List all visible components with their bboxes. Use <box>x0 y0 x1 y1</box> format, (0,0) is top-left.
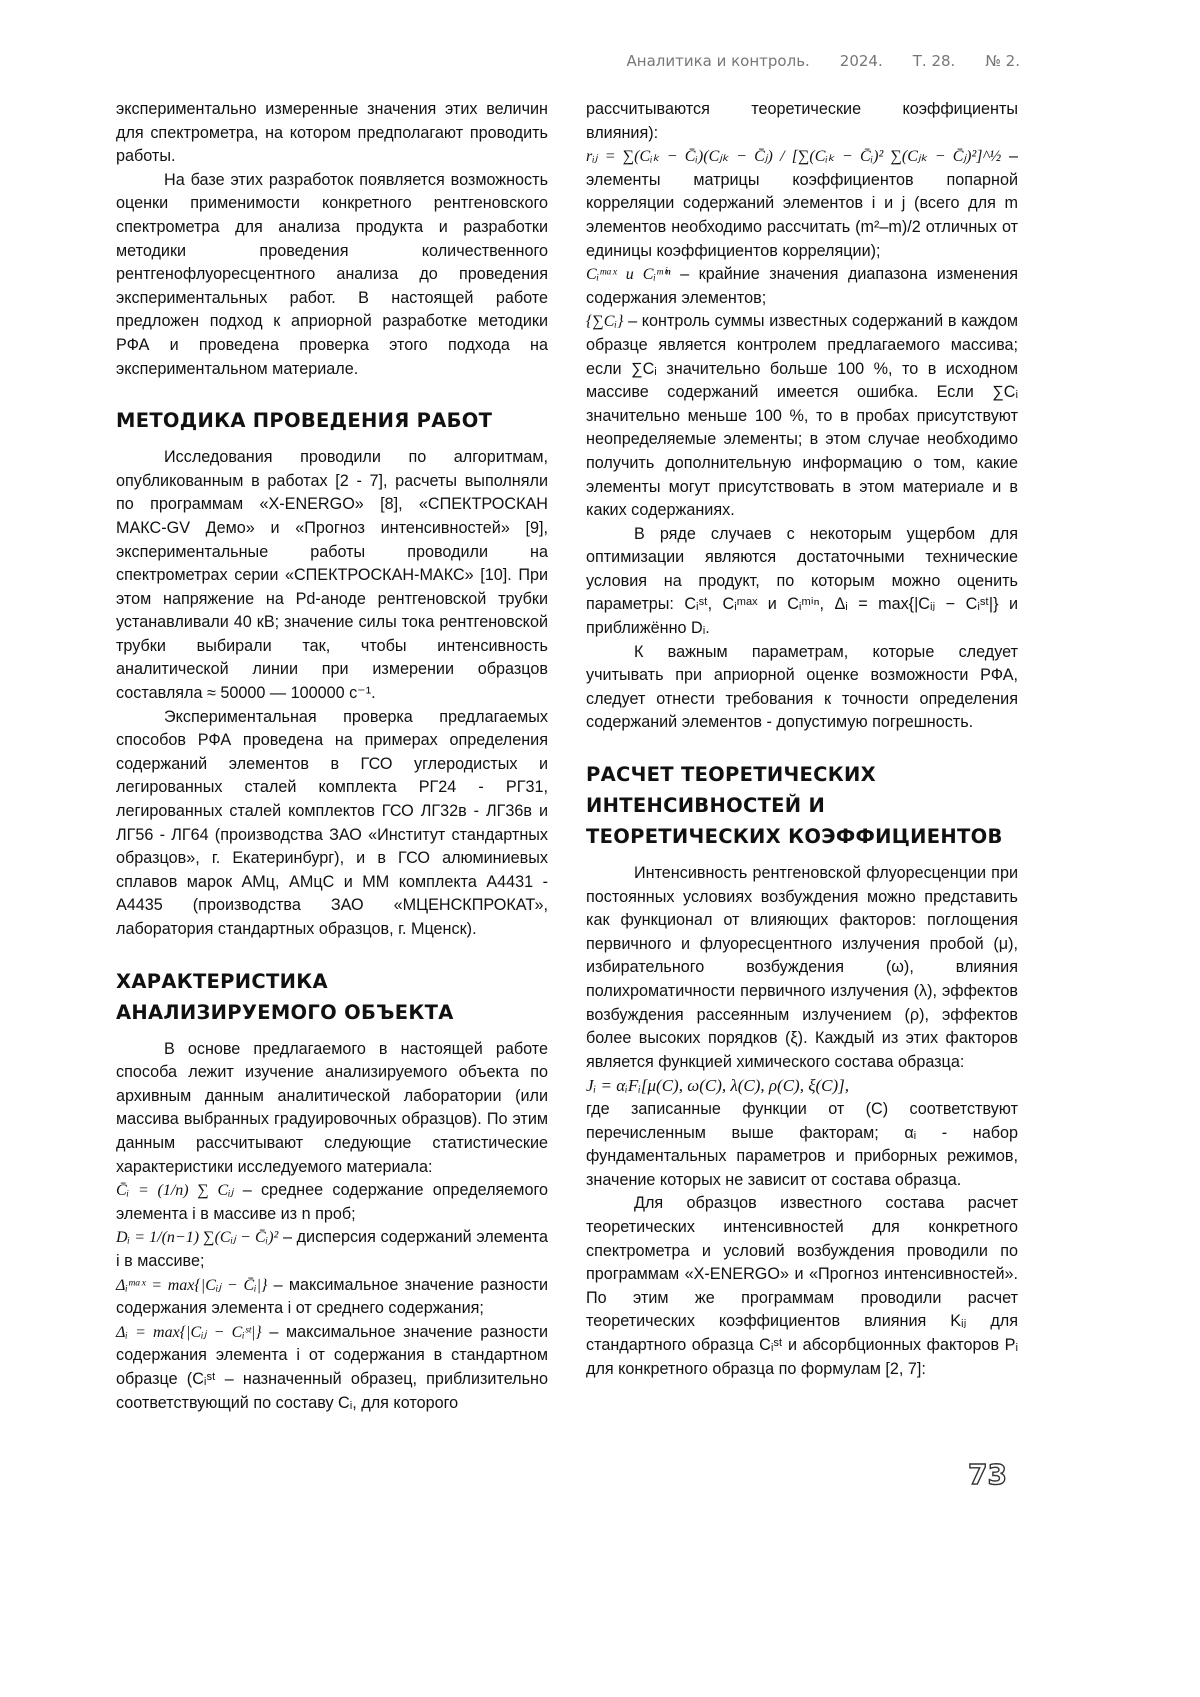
definition-text: – контроль суммы известных содержаний в каждом образце является контролем предлагаемого массива; если ∑Cᵢ значительно больше 100 %, то в исходном массиве содержаний имеется ошибка. Если ∑Cᵢ значительно меньше 100 %, то в пробах присутствуют неопределяемые элементы; в этом случае необходимо получить дополнительную информацию о том, какие элементы могут присутствовать в этом материале и в каких содержаниях. <box>586 312 1018 519</box>
definition-text: – максимальное значение разности содержания элемента i от содержания в стандартном образце (Cᵢˢᵗ – назначенный образец, приблизительно соответствующий по составу Cᵢ, для которого <box>116 1323 548 1412</box>
paragraph: Исследования проводили по алгоритмам, опубликованным в работах [2 - 7], расчеты выполняли по программам «X-ENERGO» [8], «СПЕКТРОСКАН МАКС-GV Демо» и «Прогноз интенсивностей» [9], экспериментальные работы проводили на спектрометрах серии «СПЕКТРОСКАН-МАКС» [10]. При этом напряжение на Pd-аноде рентгеновской трубки устанавливали 40 кВ; значение силы тока рентгеновской трубки выбирали так, чтобы интенсивность аналитической линии при измерении образцов составляла ≈ 50000 — 100000 с⁻¹. <box>116 446 548 706</box>
definition-text: – дисперсия содержаний элемента i в массиве; <box>116 1228 548 1270</box>
right-column <box>586 98 1018 1381</box>
formula-dispersion: Dᵢ = 1/(n−1) ∑(Cᵢⱼ − C̄ᵢ)² <box>116 1229 278 1246</box>
formula-correlation: rᵢⱼ = ∑(Cᵢₖ − C̄ᵢ)(Cⱼₖ − C̄ⱼ) / [∑(Cᵢₖ − C̄ᵢ)² ∑(Cⱼₖ − C̄ⱼ)²]^½ <box>586 148 1001 165</box>
volume: Т. 28. <box>913 52 956 70</box>
running-header <box>627 52 1021 70</box>
page-number: 73 <box>968 1458 1007 1491</box>
definition-max-delta <box>116 1274 548 1321</box>
paragraph: где записанные функции от (C) соответствуют перечисленным выше факторам; αᵢ - набор фундаментальных параметров и приборных режимов, значение которых не зависит от состава образца. <box>586 1098 1018 1192</box>
formula-range: Cᵢᵐᵃˣ и Cᵢᵐⁱⁿ <box>586 266 671 283</box>
definition-delta <box>116 1321 548 1415</box>
definition-mean <box>116 1179 548 1226</box>
paragraph: Для образцов известного состава расчет теоретических интенсивностей для конкретного спектрометра и условий возбуждения проводили по программам «X-ENERGO» и «Прогноз интенсивностей». По этим же программам проводили расчет теоретических коэффициентов влияния Kᵢⱼ для стандартного образца Cᵢˢᵗ и абсорбционных факторов Pᵢ для конкретного образца по формулам [2, 7]: <box>586 1192 1018 1381</box>
definition-range <box>586 263 1018 310</box>
formula-delta: Δᵢ = max{|Cᵢⱼ − Cᵢˢᵗ|} <box>116 1324 262 1341</box>
section-heading: ХАРАКТЕРИСТИКА АНАЛИЗИРУЕМОГО ОБЪЕКТА <box>116 966 548 1028</box>
definition-text: – среднее содержание определяемого элемента i в массиве из n проб; <box>116 1181 548 1223</box>
definition-text: – элементы матрицы коэффициентов попарной корреляции содержаний элементов i и j (всего для m элементов необходимо рассчитать (m²–m)/2 отличных от единицы коэффициентов корреляции); <box>586 147 1018 259</box>
document-page <box>0 0 1200 1697</box>
issue: № 2. <box>985 52 1020 70</box>
definition-correlation <box>586 145 1018 263</box>
paragraph: К важным параметрам, которые следует учитывать при априорной оценке возможности РФА, следует отнести требования к точности определения содержаний элементов - допустимую погрешность. <box>586 641 1018 735</box>
definition-text: – крайние значения диапазона изменения содержания элементов; <box>586 265 1018 307</box>
formula-intensity: Jᵢ = αᵢFᵢ[μ(C), ω(C), λ(C), ρ(C), ξ(C)], <box>586 1074 1018 1098</box>
paragraph: рассчитываются теоретические коэффициенты влияния): <box>586 98 1018 145</box>
definition-text: – максимальное значение разности содержания элемента i от среднего содержания; <box>116 1276 548 1318</box>
journal-name: Аналитика и контроль. <box>627 52 810 70</box>
formula-mean: C̄ᵢ = (1/n) ∑ Cᵢⱼ <box>116 1182 233 1199</box>
paragraph: экспериментально измеренные значения этих величин для спектрометра, на котором предполагают проводить работы. <box>116 98 548 169</box>
formula-max-delta: Δᵢᵐᵃˣ = max{|Cᵢⱼ − C̄ᵢ|} <box>116 1277 267 1294</box>
paragraph: В ряде случаев с некоторым ущербом для оптимизации являются достаточными технические условия на продукт, по которым можно оценить параметры: Cᵢˢᵗ, Cᵢᵐᵃˣ и Cᵢᵐⁱⁿ, Δᵢ = max{|Cᵢⱼ − Cᵢˢᵗ|} и приближённо Dᵢ. <box>586 523 1018 641</box>
paragraph: В основе предлагаемого в настоящей работе способа лежит изучение анализируемого объекта по архивным данным аналитической лаборатории (или массива выбранных градуировочных образцов). По этим данным рассчитывают следующие статистические характеристики исследуемого материала: <box>116 1038 548 1180</box>
definition-sum <box>586 310 1018 522</box>
year: 2024. <box>840 52 883 70</box>
left-column <box>116 98 548 1415</box>
section-heading: РАСЧЕТ ТЕОРЕТИЧЕСКИХ ИНТЕНСИВНОСТЕЙ И ТЕОРЕТИЧЕСКИХ КОЭФФИЦИЕНТОВ <box>586 759 1018 852</box>
paragraph: Интенсивность рентгеновской флуоресценции при постоянных условиях возбуждения можно представить как функционал от влияющих факторов: поглощения первичного и флуоресцентного излучения пробой (μ), избирательного возбуждения (ω), влияния полихроматичности первичного излучения (λ), эффектов возбуждения рассеянным излучением (ρ), эффектов более высоких порядков (ξ). Каждый из этих факторов является функцией химического состава образца: <box>586 862 1018 1074</box>
paragraph: На базе этих разработок появляется возможность оценки применимости конкретного рентгеновского спектрометра для анализа продукта и разработки методики проведения количественного рентгенофлуоресцентного анализа до проведения экспериментальных работ. В настоящей работе предложен подход к априорной разработке методики РФА и проведена проверка этого подхода на экспериментальном материале. <box>116 169 548 381</box>
definition-dispersion <box>116 1226 548 1273</box>
paragraph: Экспериментальная проверка предлагаемых способов РФА проведена на примерах определения содержаний элементов в ГСО углеродистых и легированных сталей комплекта РГ24 - РГ31, легированных сталей комплектов ГСО ЛГ32в - ЛГ36в и ЛГ56 - ЛГ64 (производства ЗАО «Институт стандартных образцов», г. Екатеринбург), и в ГСО алюминиевых сплавов марок АМц, АМцС и ММ комплекта А4431 - А4435 (производства ЗАО «МЦЕНСКПРОКАТ», лаборатория стандартных образцов, г. Мценск). <box>116 706 548 942</box>
section-heading: МЕТОДИКА ПРОВЕДЕНИЯ РАБОТ <box>116 405 548 436</box>
formula-sum: {∑Cᵢ} <box>586 313 623 330</box>
